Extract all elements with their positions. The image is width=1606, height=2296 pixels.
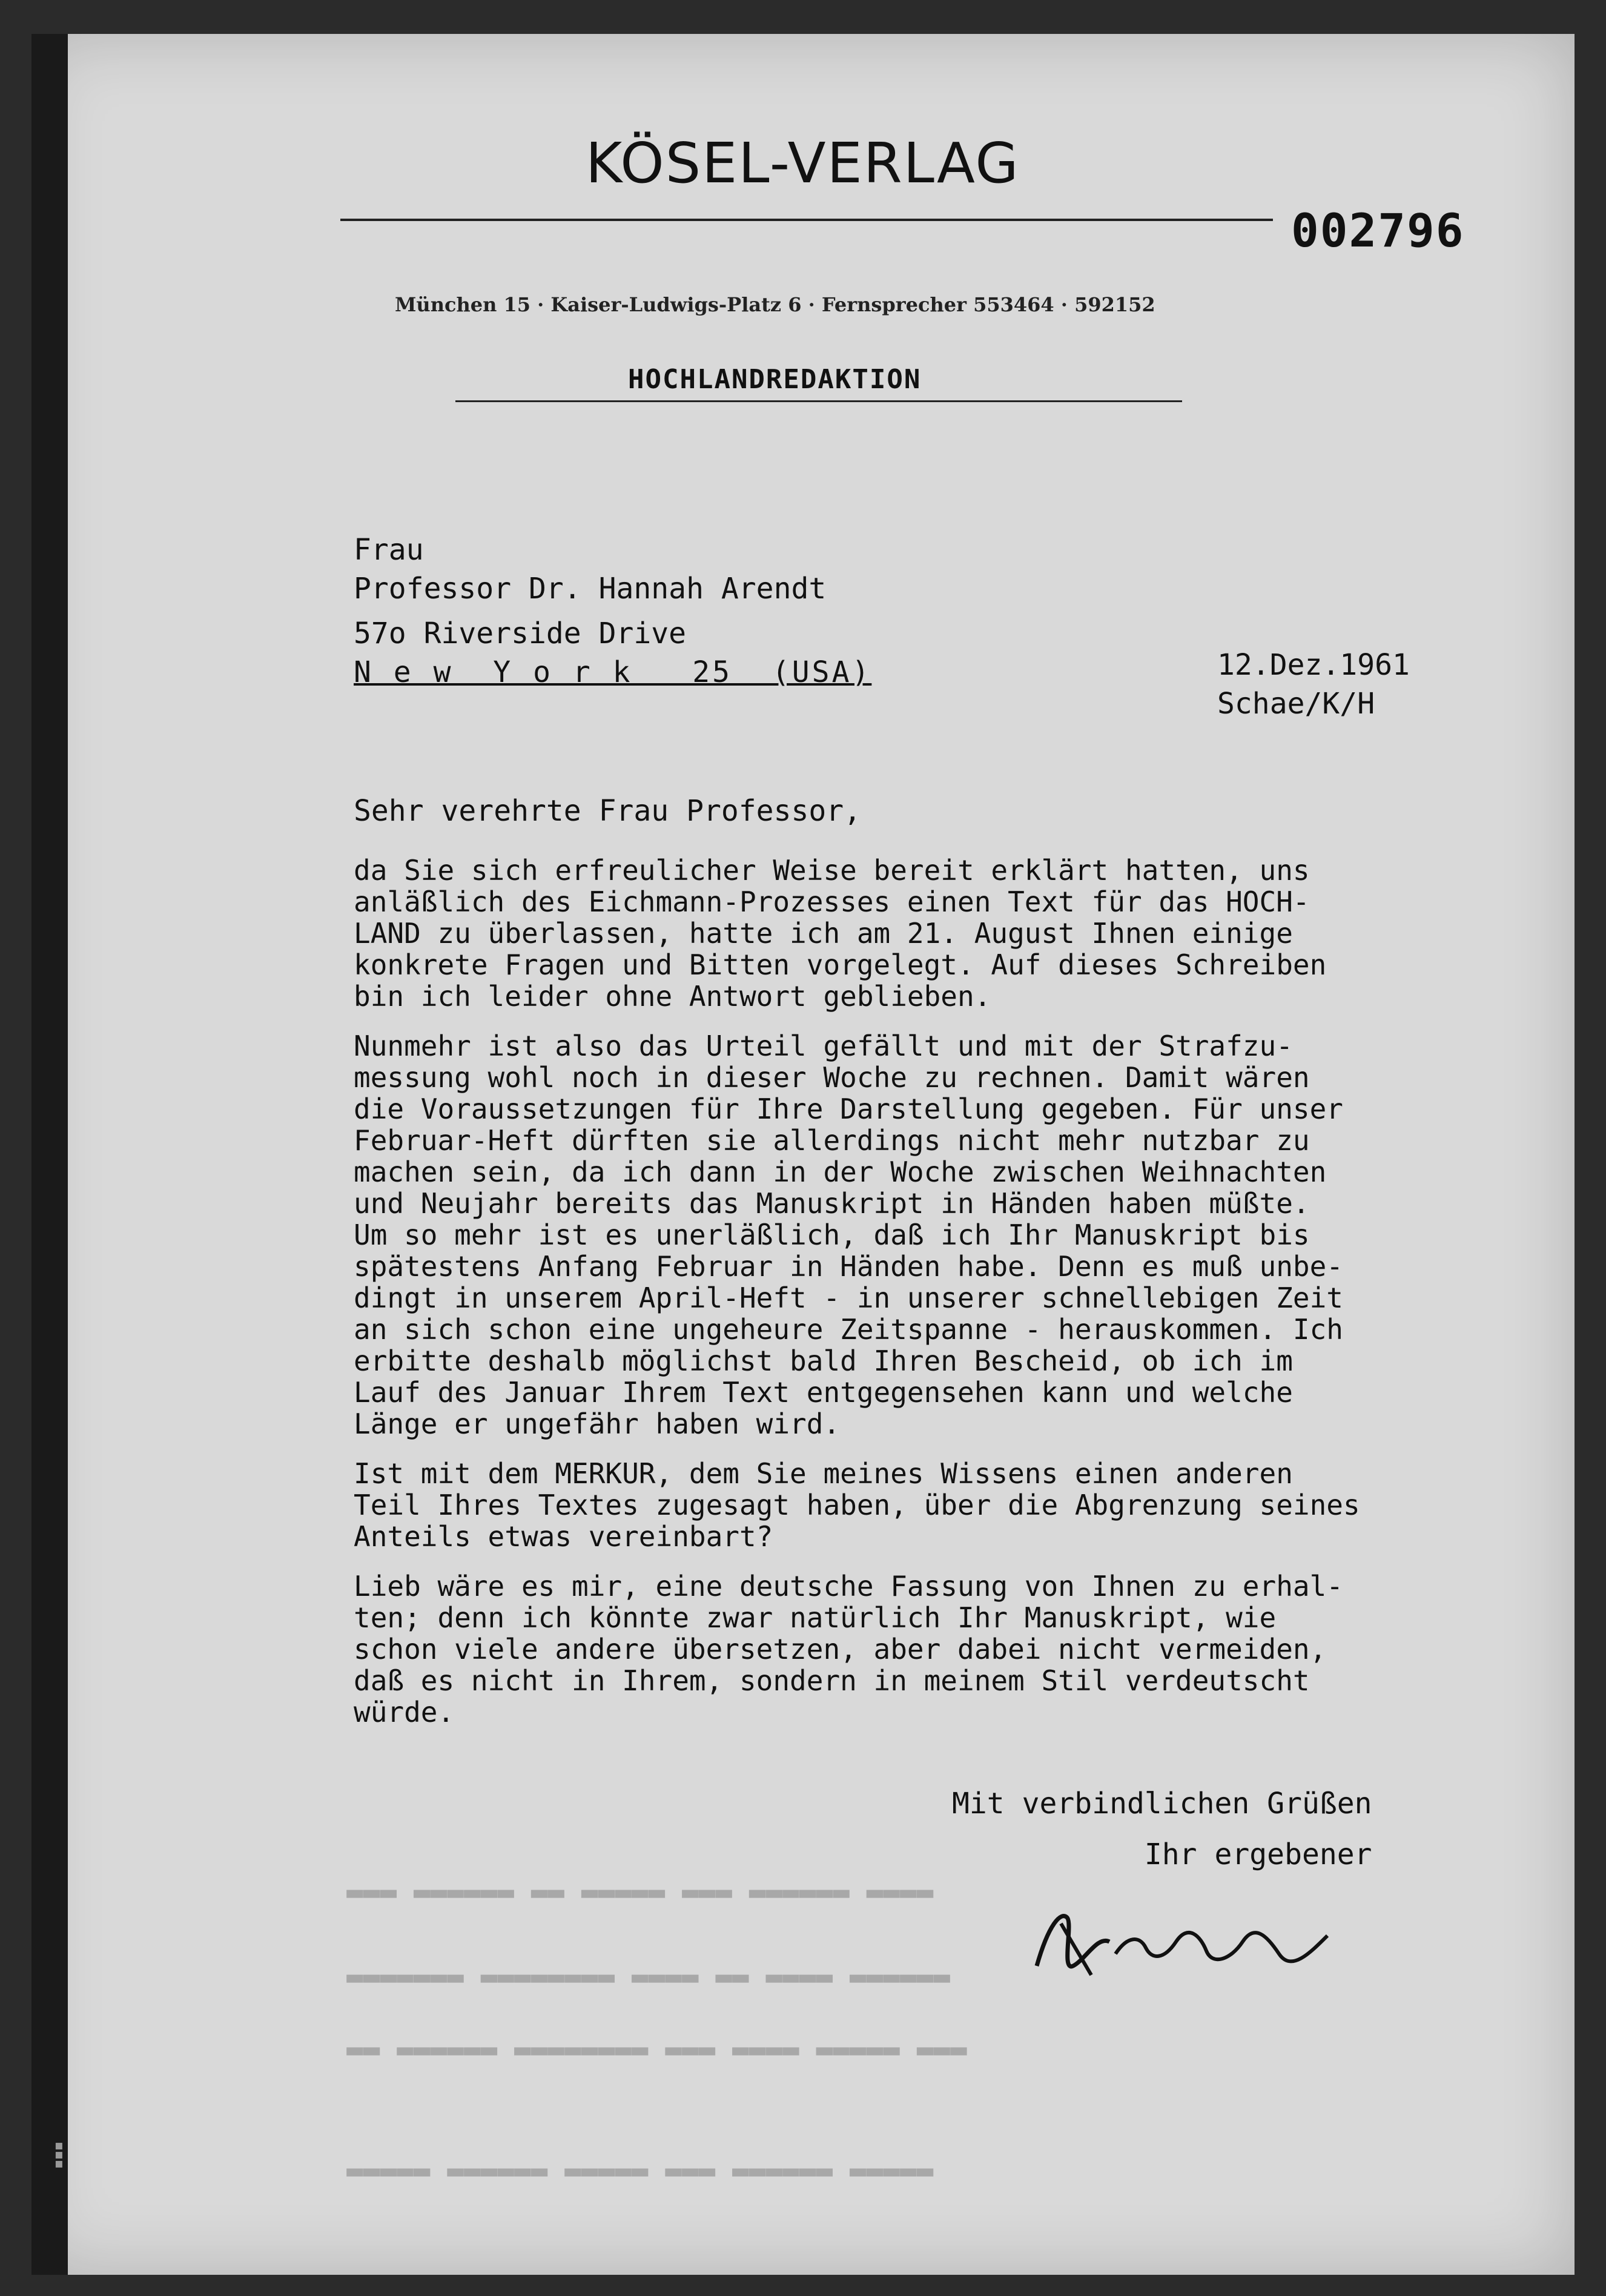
recipient-title: Frau	[354, 533, 424, 567]
bleed-through-text: ▬▬▬▬ ▬▬▬▬▬▬ ▬▬▬ ▬▬▬▬▬ ▬▬ ▬▬▬▬▬▬ ▬▬▬	[346, 1875, 934, 1908]
bleed-through-text: ▬▬▬▬▬ ▬▬▬▬▬▬ ▬▬▬ ▬▬▬▬▬ ▬▬▬▬▬▬ ▬▬▬▬▬	[346, 2154, 934, 2186]
paragraph-1: da Sie sich erfreulicher Weise bereit erklärt hatten, uns anläßlich des Eichmann-Prozesses einen Text für das HOCH- LAND zu überlassen, hatte ich am 21. August Ihnen einige konkrete Fragen und Bitten vorgelegt. Auf dieses Schreiben bin ich leider ohne Antwort geblieben.	[354, 854, 1327, 1013]
closing-signoff: Ihr ergebener	[1144, 1838, 1372, 1871]
publisher-name: KÖSEL-VERLAG	[586, 131, 1020, 196]
recipient-city: N e w Y o r k 25 (USA)	[354, 655, 872, 689]
letter-body	[354, 855, 1535, 1746]
date-block	[1217, 646, 1410, 723]
closing-block	[952, 1778, 1372, 1880]
recipient-name: Professor Dr. Hannah Arendt	[354, 572, 827, 606]
recipient-block	[354, 531, 871, 692]
paragraph-4: Lieb wäre es mir, eine deutsche Fassung von Ihnen zu erhal- ten; denn ich könnte zwar natürlich Ihr Manuskript, wie schon viele andere übersetzen, aber dabei nicht vermeiden, daß es nicht in Ihrem, sondern in meinem Stil verdeutscht würde.	[354, 1570, 1343, 1729]
department-underline	[455, 400, 1182, 402]
publisher-address: München 15 · Kaiser-Ludwigs-Platz 6 · Fernsprecher 553464 · 592152	[395, 293, 1155, 316]
letter-date: 12.Dez.1961	[1217, 648, 1410, 682]
letter-reference: Schae/K/H	[1217, 687, 1375, 721]
recipient-street: 57o Riverside Drive	[354, 617, 687, 650]
letterhead-rule	[340, 219, 1273, 221]
department-heading: HOCHLANDREDAKTION	[628, 364, 922, 395]
handwritten-signature	[1025, 1899, 1400, 1990]
bleed-through-text: ▬▬▬ ▬▬▬▬▬ ▬▬▬▬ ▬▬▬ ▬▬▬▬▬▬▬▬ ▬▬▬▬▬▬ ▬▬	[346, 2033, 967, 2065]
letter-sheet	[31, 34, 1575, 2275]
archive-mark: ▪▪▪	[50, 2142, 66, 2169]
closing-greeting: Mit verbindlichen Grüßen	[952, 1787, 1372, 1821]
salutation: Sehr verehrte Frau Professor,	[354, 794, 862, 828]
bleed-through-text: ▬▬▬▬▬▬ ▬▬▬▬ ▬▬ ▬▬▬▬ ▬▬▬▬▬▬▬▬ ▬▬▬▬▬▬▬	[346, 1960, 950, 1993]
scan-margin	[31, 34, 68, 2275]
paragraph-2: Nunmehr ist also das Urteil gefällt und mit der Strafzu- messung wohl noch in dieser Woche zu rechnen. Damit wären die Voraussetzungen für Ihre Darstellung gegeben. Für unser Februar-Heft dürften sie allerdings nicht mehr nutzbar zu machen sein, da ich dann in der Woche zwischen Weihnachten und Neujahr bereits das Manuskript in Händen haben müßte. Um so mehr ist es unerläßlich, daß ich Ihr Manuskript bis spätestens Anfang Februar in Händen habe. Denn es muß unbe- dingt in unserem April-Heft - in unserer schnellebigen Zeit an sich schon eine ungeheure Zeitspanne - herauskommen. Ich erbitte deshalb möglichst bald Ihren Bescheid, ob ich im Lauf des Januar Ihrem Text entgegensehen kann und welche Länge er ungefähr haben wird.	[354, 1030, 1343, 1440]
document-number: 002796	[1291, 203, 1465, 257]
paragraph-3: Ist mit dem MERKUR, dem Sie meines Wissens einen anderen Teil Ihres Textes zugesagt haben, über die Abgrenzung seines Anteils etwas vereinbart?	[354, 1457, 1360, 1553]
